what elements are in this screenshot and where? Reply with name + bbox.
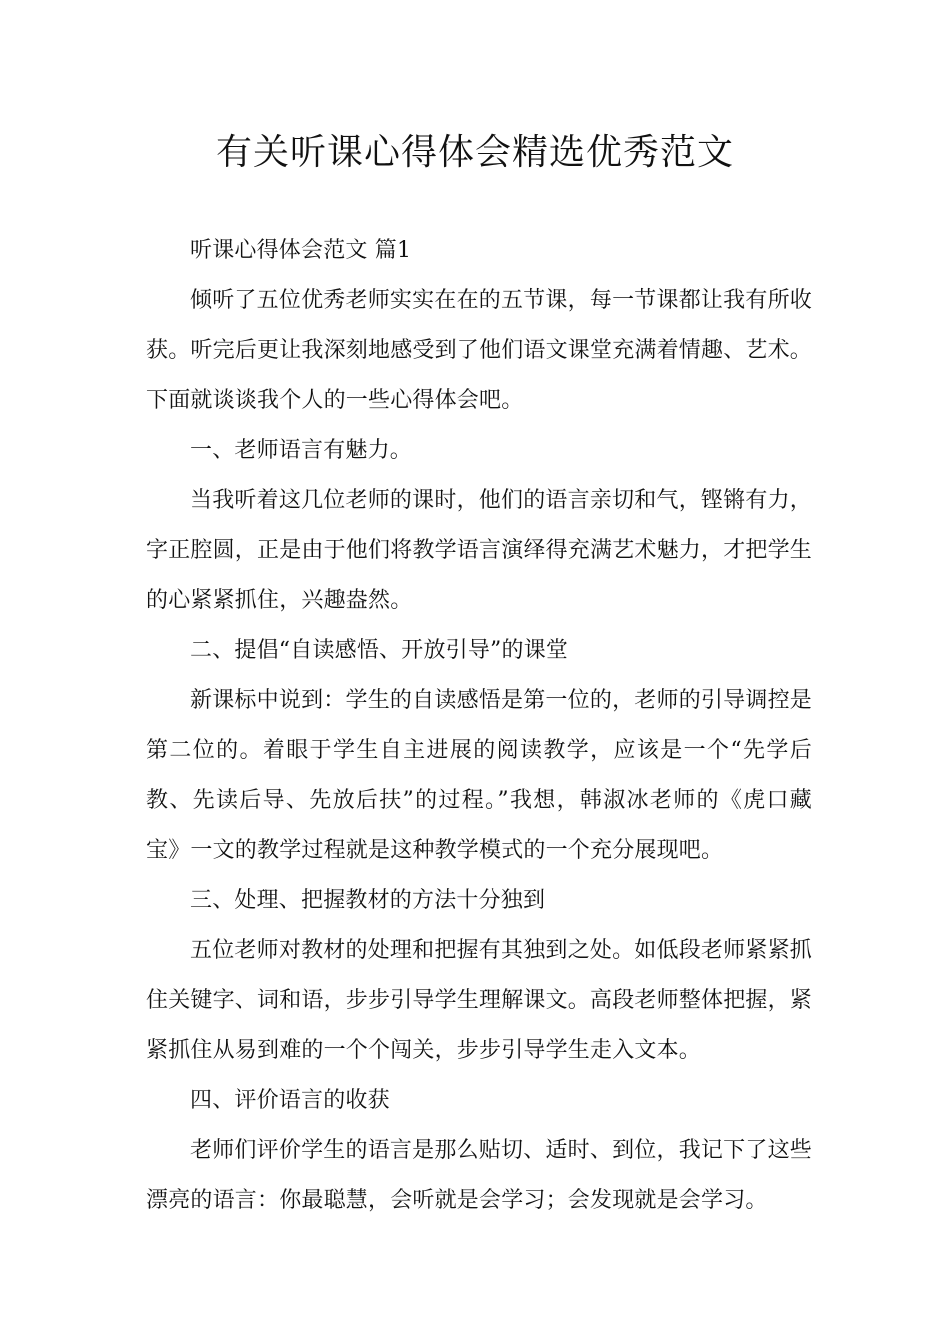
- paragraph: 老师们评价学生的语言是那么贴切、适时、到位，我记下了这些漂亮的语言：你最聪慧，会听就是会学习；会发现就是会学习。: [146, 1138, 812, 1213]
- document-title: 有关听课心得体会精选优秀范文: [215, 132, 734, 173]
- paragraph: 倾听了五位优秀老师实实在在的五节课，每一节课都让我有所收获。听完后更让我深刻地感受到了他们语文课堂充满着情趣、艺术。下面就谈谈我个人的一些心得体会吧。: [146, 288, 813, 413]
- section-heading: 听课心得体会范文 篇1: [190, 238, 412, 263]
- paragraph: 五位老师对教材的处理和把握有其独到之处。如低段老师紧紧抓住关键字、词和语，步步引导学生理解课文。高段老师整体把握，紧紧抓住从易到难的一个个闯关，步步引导学生走入文本。: [146, 938, 813, 1063]
- section-heading: 三、处理、把握教材的方法十分独到: [190, 888, 546, 913]
- paragraph: 新课标中说到：学生的自读感悟是第一位的，老师的引导调控是第二位的。着眼于学生自主进展的阅读教学，应该是一个“先学后教、先读后导、先放后扶”的过程。”我想，韩淑冰老师的《虎口藏宝》一文的教学过程就是这种教学模式的一个充分展现吧。: [146, 688, 812, 863]
- paragraph: 当我听着这几位老师的课时，他们的语言亲切和气，铿锵有力，字正腔圆，正是由于他们将教学语言演绎得充满艺术魅力，才把学生的心紧紧抓住，兴趣盎然。: [146, 488, 813, 613]
- section-heading: 四、评价语言的收获: [190, 1088, 390, 1113]
- document-body: [146, 226, 812, 1226]
- section-heading: 一、老师语言有魅力。: [190, 438, 413, 463]
- section-heading: 二、提倡“自读感悟、开放引导”的课堂: [190, 638, 569, 663]
